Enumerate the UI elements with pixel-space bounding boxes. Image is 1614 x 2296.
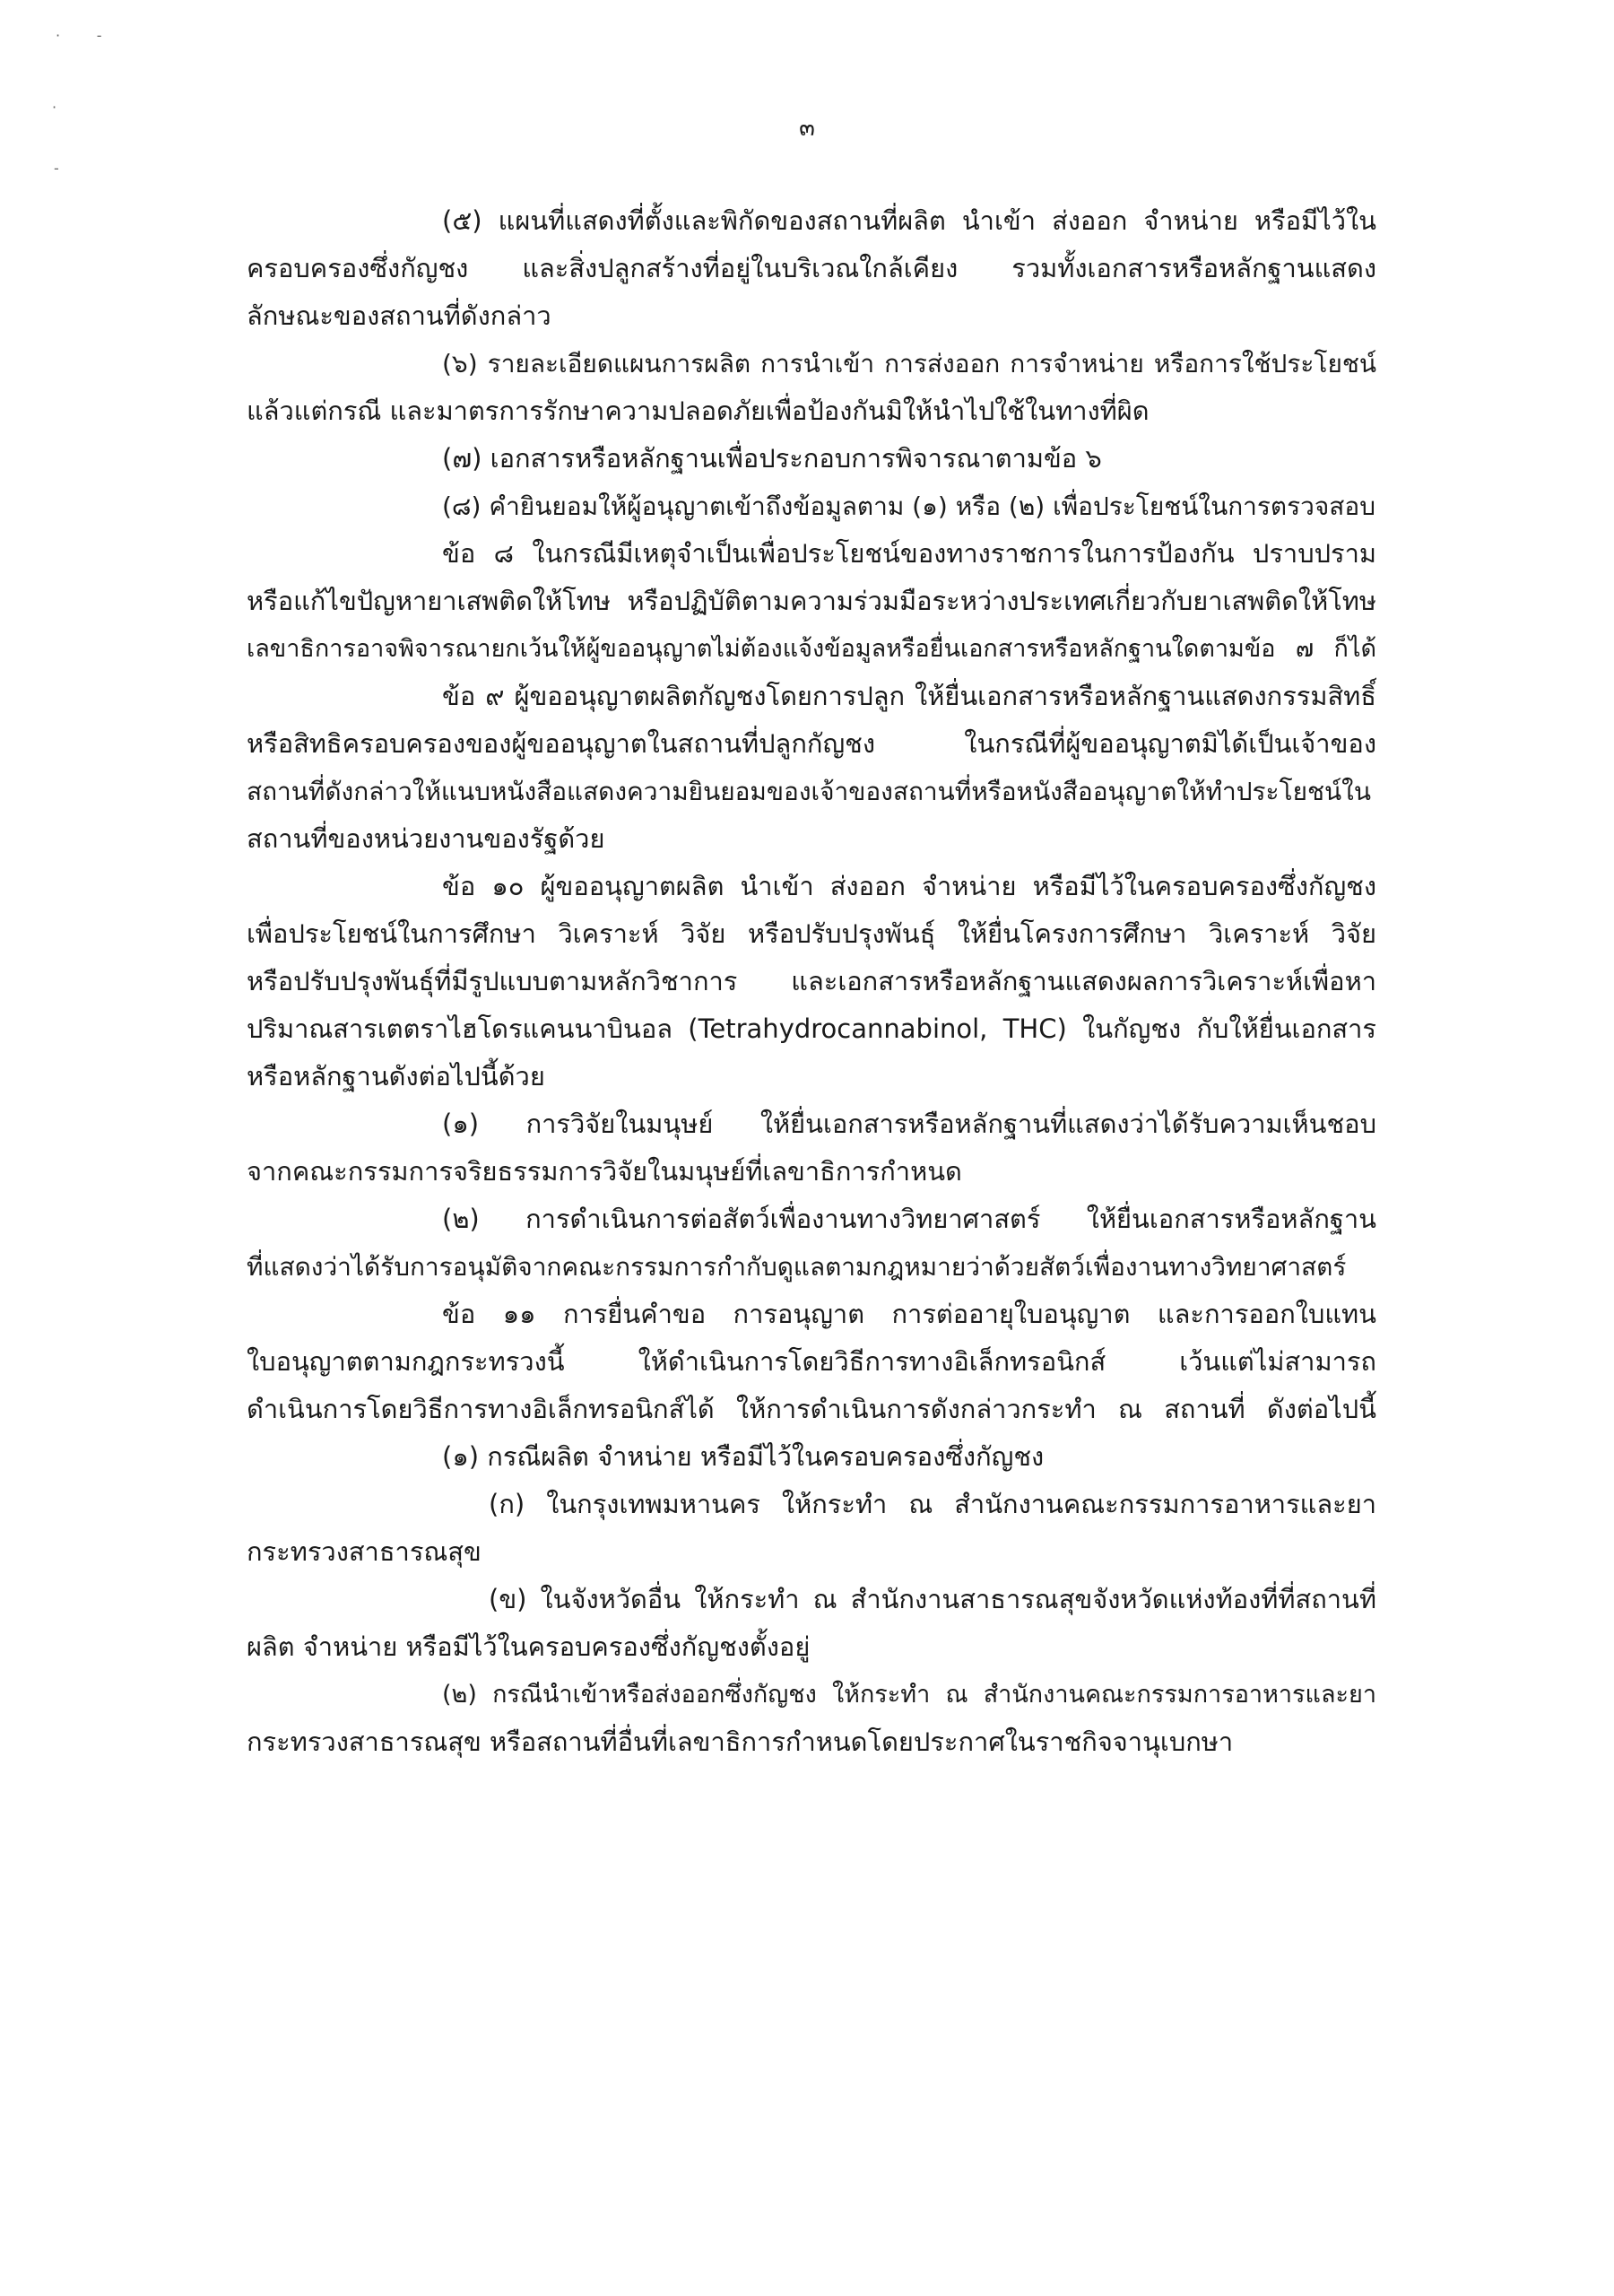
text-line: กระทรวงสาธารณสุข หรือสถานที่อื่นที่เลขาธิการกำหนดโดยประกาศในราชกิจจานุเบกษา: [247, 1726, 1234, 1757]
text-line: (๑) กรณีผลิต จำหน่าย หรือมีไว้ในครอบครองซึ่งกัญชง: [442, 1441, 1045, 1472]
text-line: (ก) ในกรุงเทพมหานคร ให้กระทำ ณ สำนักงานคณะกรรมการอาหารและยา: [489, 1489, 1376, 1519]
text-line: ที่แสดงว่าได้รับการอนุมัติจากคณะกรรมการกำกับดูแลตามกฎหมายว่าด้วยสัตว์เพื่องานทางวิทยาศาสตร์: [247, 1252, 1347, 1282]
scan-mark-left-1: ·: [52, 99, 57, 116]
text-line: ปริมาณสารเตตราไฮโดรแคนนาบินอล (Tetrahydrocannabinol, THC) ในกัญชง กับให้ยื่นเอกสาร: [247, 1013, 1376, 1044]
text-line: จากคณะกรรมการจริยธรรมการวิจัยในมนุษย์ที่เลขาธิการกำหนด: [247, 1156, 962, 1187]
text-line: ข้อ ๘ ในกรณีมีเหตุจำเป็นเพื่อประโยชน์ของทางราชการในการป้องกัน ปราบปราม: [442, 538, 1376, 569]
text-line: หรือหลักฐานดังต่อไปนี้ด้วย: [247, 1061, 545, 1091]
text-line: เลขาธิการอาจพิจารณายกเว้นให้ผู้ขออนุญาตไม่ต้องแจ้งข้อมูลหรือยื่นเอกสารหรือหลักฐานใดตามข้อ ๗ ก็ได้: [247, 635, 1376, 663]
text-line: ครอบครองซึ่งกัญชง และสิ่งปลูกสร้างที่อยู่ในบริเวณใกล้เคียง รวมทั้งเอกสารหรือหลักฐานแสดง: [247, 253, 1376, 283]
text-line: ข้อ ๑๐ ผู้ขออนุญาตผลิต นำเข้า ส่งออก จำหน่าย หรือมีไว้ในครอบครองซึ่งกัญชง: [442, 871, 1376, 901]
text-line: (๘) คำยินยอมให้ผู้อนุญาตเข้าถึงข้อมูลตาม (๑) หรือ (๒) เพื่อประโยชน์ในการตรวจสอบ: [442, 491, 1375, 521]
text-line: ดำเนินการโดยวิธีการทางอิเล็กทรอนิกส์ได้ ให้การดำเนินการดังกล่าวกระทำ ณ สถานที่ ดังต่อไปนี้: [247, 1394, 1376, 1424]
text-line: (๖) รายละเอียดแผนการผลิต การนำเข้า การส่งออก การจำหน่าย หรือการใช้ประโยชน์: [442, 349, 1376, 378]
text-line: (๗) เอกสารหรือหลักฐานเพื่อประกอบการพิจารณาตามข้อ ๖: [442, 443, 1102, 474]
text-line: (ข) ในจังหวัดอื่น ให้กระทำ ณ สำนักงานสาธารณสุขจังหวัดแห่งท้องที่ที่สถานที่: [489, 1584, 1376, 1614]
page-number: ๓: [799, 115, 815, 142]
text-line: แล้วแต่กรณี และมาตรการรักษาความปลอดภัยเพื่อป้องกันมิให้นำไปใช้ในทางที่ผิด: [247, 396, 1150, 426]
text-line: (๒) การดำเนินการต่อสัตว์เพื่องานทางวิทยาศาสตร์ ให้ยื่นเอกสารหรือหลักฐาน: [442, 1204, 1376, 1234]
text-line: (๒) กรณีนำเข้าหรือส่งออกซึ่งกัญชง ให้กระทำ ณ สำนักงานคณะกรรมการอาหารและยา: [442, 1681, 1376, 1709]
text-line: หรือสิทธิครอบครองของผู้ขออนุญาตในสถานที่ปลูกกัญชง ในกรณีที่ผู้ขออนุญาตมิได้เป็นเจ้าของ: [247, 728, 1376, 759]
text-line: สถานที่ดังกล่าวให้แนบหนังสือแสดงความยินยอมของเจ้าของสถานที่หรือหนังสืออนุญาตให้ทำประโยชน์ใน: [247, 777, 1371, 806]
text-line: ข้อ ๑๑ การยื่นคำขอ การอนุญาต การต่ออายุใบอนุญาต และการออกใบแทน: [442, 1299, 1376, 1329]
text-line: ใบอนุญาตตามกฎกระทรวงนี้ ให้ดำเนินการโดยวิธีการทางอิเล็กทรอนิกส์ เว้นแต่ไม่สามารถ: [247, 1346, 1376, 1377]
text-line: หรือแก้ไขปัญหายาเสพติดให้โทษ หรือปฏิบัติตามความร่วมมือระหว่างประเทศเกี่ยวกับยาเสพติดให้โทษ: [247, 586, 1376, 616]
text-line: กระทรวงสาธารณสุข: [247, 1536, 482, 1567]
text-line: (๕) แผนที่แสดงที่ตั้งและพิกัดของสถานที่ผลิต นำเข้า ส่งออก จำหน่าย หรือมีไว้ใน: [442, 205, 1376, 236]
scan-mark-left-2: -: [54, 160, 59, 177]
text-line: สถานที่ของหน่วยงานของรัฐด้วย: [247, 823, 605, 854]
text-line: ข้อ ๙ ผู้ขออนุญาตผลิตกัญชงโดยการปลูก ให้ยื่นเอกสารหรือหลักฐานแสดงกรรมสิทธิ์: [442, 681, 1376, 711]
text-line: ผลิต จำหน่าย หรือมีไว้ในครอบครองซึ่งกัญชงตั้งอยู่: [247, 1631, 811, 1662]
text-line: ลักษณะของสถานที่ดังกล่าว: [247, 300, 551, 331]
text-line: หรือปรับปรุงพันธุ์ที่มีรูปแบบตามหลักวิชาการ และเอกสารหรือหลักฐานแสดงผลการวิเคราะห์เพื่อหา: [247, 966, 1376, 996]
scan-mark-top-left: · -: [56, 27, 102, 44]
text-line: (๑) การวิจัยในมนุษย์ ให้ยื่นเอกสารหรือหลักฐานที่แสดงว่าได้รับความเห็นชอบ: [442, 1109, 1376, 1139]
text-line: เพื่อประโยชน์ในการศึกษา วิเคราะห์ วิจัย หรือปรับปรุงพันธุ์ ให้ยื่นโครงการศึกษา วิเคราะห์ วิจัย: [247, 918, 1376, 949]
document-body: [247, 197, 1376, 1766]
